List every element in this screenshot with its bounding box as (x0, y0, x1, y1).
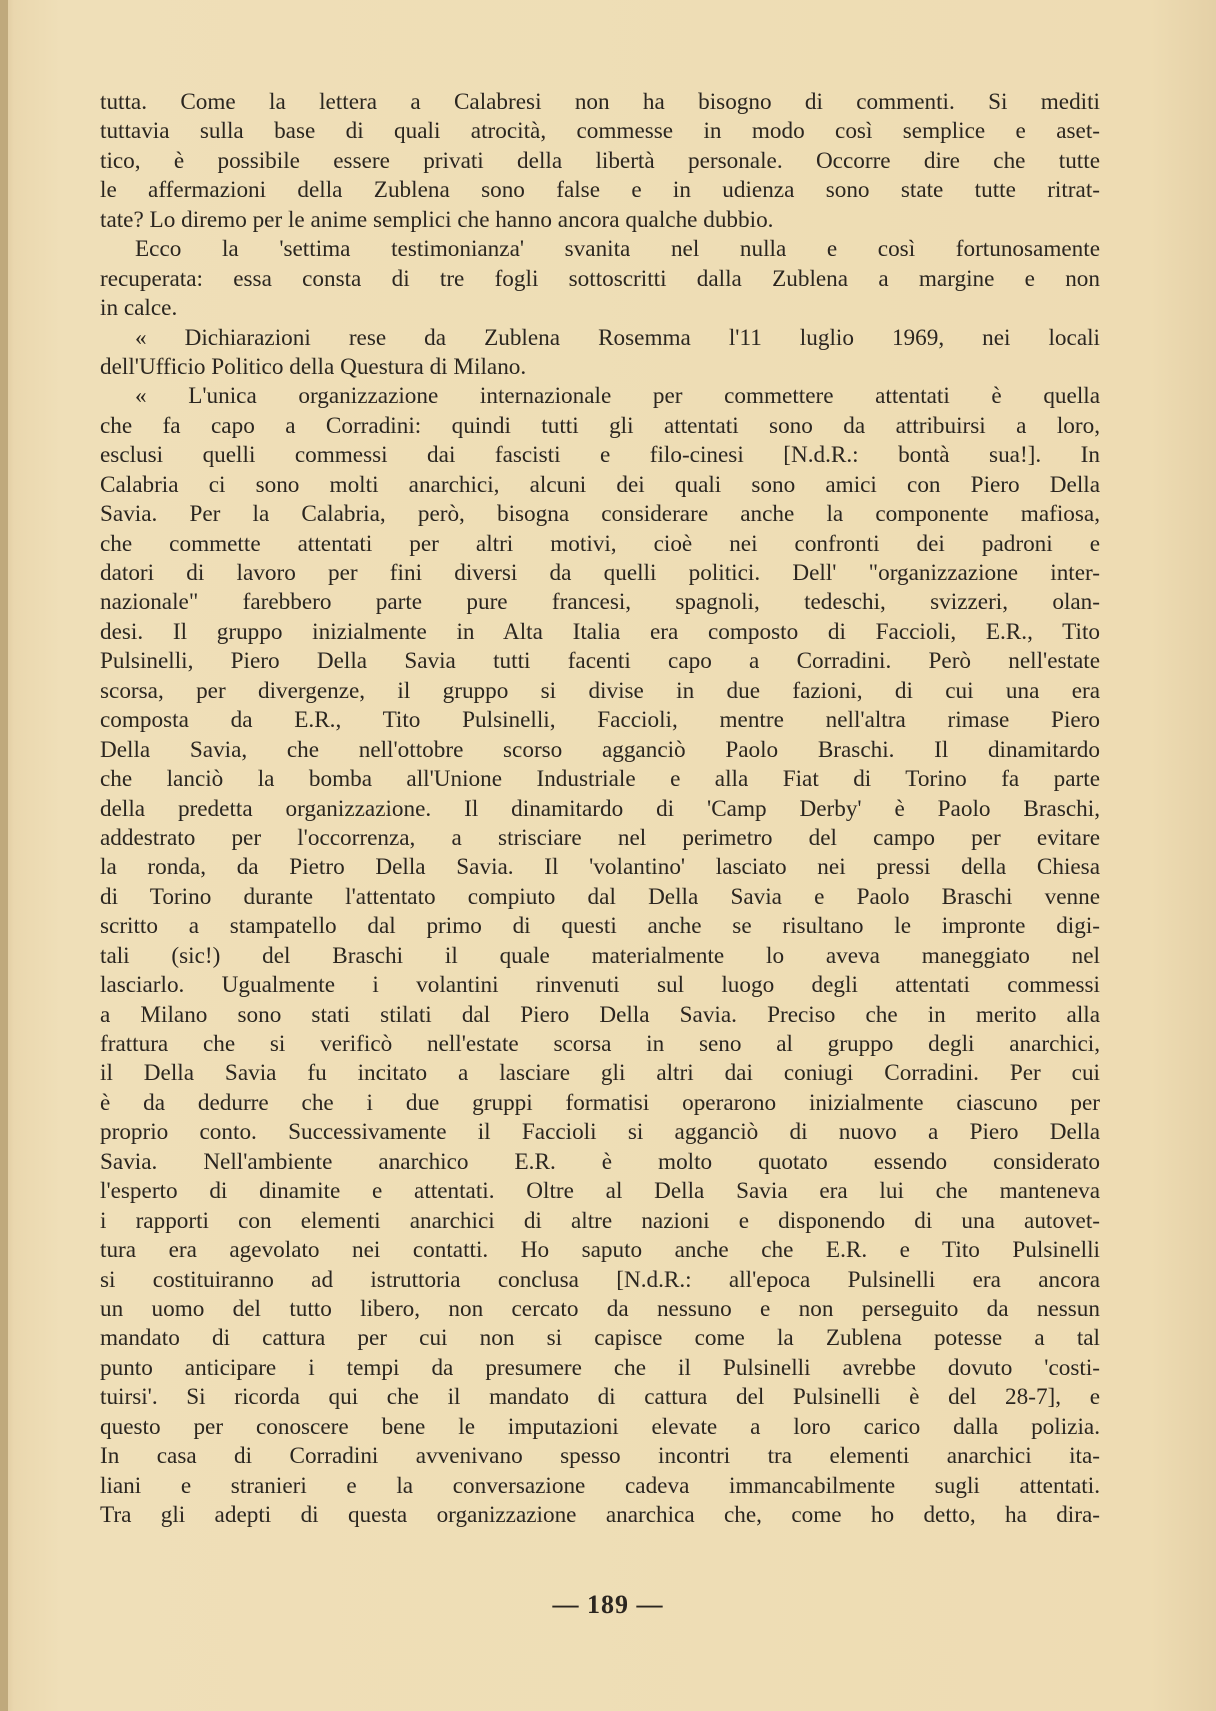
text-line: desi. Il gruppo inizialmente in Alta Italia era composto di Faccioli, E.R., Tito (100, 618, 1100, 645)
text-line: della predetta organizzazione. Il dinamitardo di 'Camp Derby' è Paolo Braschi, (100, 795, 1100, 822)
text-line: esclusi quelli commessi dai fascisti e filo-cinesi [N.d.R.: bontà sua!]. In (100, 442, 1100, 469)
text-line: Tra gli adepti di questa organizzazione anarchica che, come ho detto, ha dira- (100, 1502, 1100, 1528)
text-line: tuttavia sulla base di quali atrocità, commesse in modo così semplice e aset- (100, 118, 1100, 145)
text-line: in calce. (100, 295, 178, 322)
text-line: tico, è possibile essere privati della libertà personale. Occorre dire che tutte (100, 147, 1100, 174)
text-line: che commette attentati per altri motivi, cioè nei confronti dei padroni e (100, 530, 1100, 557)
text-line: tuirsi'. Si ricorda qui che il mandato di cattura del Pulsinelli è del 28-7], e (100, 1384, 1100, 1411)
text-line: scritto a stampatello dal primo di questi anche se risultano le impronte digi- (100, 913, 1100, 940)
text-line: Pulsinelli, Piero Della Savia tutti facenti capo a Corradini. Però nell'estate (100, 648, 1100, 675)
text-line: addestrato per l'occorrenza, a strisciare nel perimetro del campo per evitare (100, 824, 1100, 851)
text-line: i rapporti con elementi anarchici di altre nazioni e disponendo di una autovet- (100, 1207, 1100, 1234)
text-line: la ronda, da Pietro Della Savia. Il 'volantino' lasciato nei pressi della Chiesa (100, 854, 1100, 881)
body-text (100, 88, 1100, 1530)
text-line: tura era agevolato nei contatti. Ho saputo anche che E.R. e Tito Pulsinelli (100, 1237, 1100, 1264)
text-line: Calabria ci sono molti anarchici, alcuni dei quali sono amici con Piero Della (100, 471, 1100, 498)
text-line: « Dichiarazioni rese da Zublena Rosemma l'11 luglio 1969, nei locali (135, 324, 1100, 351)
text-line: l'esperto di dinamite e attentati. Oltre al Della Savia era lui che manteneva (100, 1178, 1100, 1205)
text-line: questo per conoscere bene le imputazioni elevate a loro carico dalla polizia. (100, 1413, 1100, 1440)
text-line: un uomo del tutto libero, non cercato da nessuno e non perseguito da nessun (100, 1295, 1100, 1322)
text-line: tutta. Come la lettera a Calabresi non ha bisogno di commenti. Si mediti (100, 89, 1100, 115)
text-line: tate? Lo diremo per le anime semplici che hanno ancora qualche dubbio. (100, 206, 774, 233)
text-line: punto anticipare i tempi da presumere che il Pulsinelli avrebbe dovuto 'costi- (100, 1354, 1100, 1381)
page-binding-edge (0, 0, 8, 1711)
text-line: è da dedurre che i due gruppi formatisi operarono inizialmente ciascuno per (100, 1089, 1100, 1116)
text-line: frattura che si verificò nell'estate scorsa in seno al gruppo degli anarchici, (100, 1031, 1100, 1057)
text-line: « L'unica organizzazione internazionale per commettere attentati è quella (135, 383, 1100, 410)
text-line: In casa di Corradini avvenivano spesso incontri tra elementi anarchici ita- (100, 1443, 1100, 1470)
text-line: composta da E.R., Tito Pulsinelli, Faccioli, mentre nell'altra rimase Piero (100, 707, 1100, 734)
text-line: Savia. Per la Calabria, però, bisogna considerare anche la componente mafiosa, (100, 501, 1100, 528)
page-number: — 189 — (552, 1590, 664, 1619)
text-line: Ecco la 'settima testimonianza' svanita nel nulla e così fortunosamente (135, 236, 1100, 263)
text-line: dell'Ufficio Politico della Questura di Milano. (100, 353, 527, 380)
text-line: mandato di cattura per cui non si capisce come la Zublena potesse a tal (100, 1325, 1100, 1352)
text-line: che lanciò la bomba all'Unione Industriale e alla Fiat di Torino fa parte (100, 766, 1100, 793)
text-line: che fa capo a Corradini: quindi tutti gli attentati sono da attribuirsi a loro, (100, 412, 1100, 439)
text-line: Savia. Nell'ambiente anarchico E.R. è molto quotato essendo considerato (100, 1148, 1100, 1175)
text-line: il Della Savia fu incitato a lasciare gli altri dai coniugi Corradini. Per cui (100, 1060, 1100, 1087)
text-line: proprio conto. Successivamente il Faccioli si agganciò di nuovo a Piero Della (100, 1119, 1100, 1146)
text-line: a Milano sono stati stilati dal Piero Della Savia. Preciso che in merito alla (100, 1001, 1100, 1028)
text-line: di Torino durante l'attentato compiuto dal Della Savia e Paolo Braschi venne (100, 883, 1100, 910)
text-line: tali (sic!) del Braschi il quale materialmente lo aveva maneggiato nel (100, 942, 1100, 969)
text-line: lasciarlo. Ugualmente i volantini rinvenuti sul luogo degli attentati commessi (100, 972, 1100, 999)
text-line: datori di lavoro per fini diversi da quelli politici. Dell' "organizzazione inter- (100, 560, 1100, 586)
text-line: recuperata: essa consta di tre fogli sottoscritti dalla Zublena a margine e non (100, 265, 1100, 292)
text-line: nazionale" farebbero parte pure francesi, spagnoli, tedeschi, svizzeri, olan- (100, 589, 1100, 616)
text-line: le affermazioni della Zublena sono false e in udienza sono state tutte ritrat- (100, 177, 1100, 204)
text-line: scorsa, per divergenze, il gruppo si divise in due fazioni, di cui una era (100, 677, 1100, 704)
text-line: liani e stranieri e la conversazione cadeva immancabilmente sugli attentati. (100, 1472, 1100, 1499)
text-line: Della Savia, che nell'ottobre scorso agganciò Paolo Braschi. Il dinamitardo (100, 736, 1100, 763)
text-line: si costituiranno ad istruttoria conclusa [N.d.R.: all'epoca Pulsinelli era ancora (100, 1266, 1100, 1293)
